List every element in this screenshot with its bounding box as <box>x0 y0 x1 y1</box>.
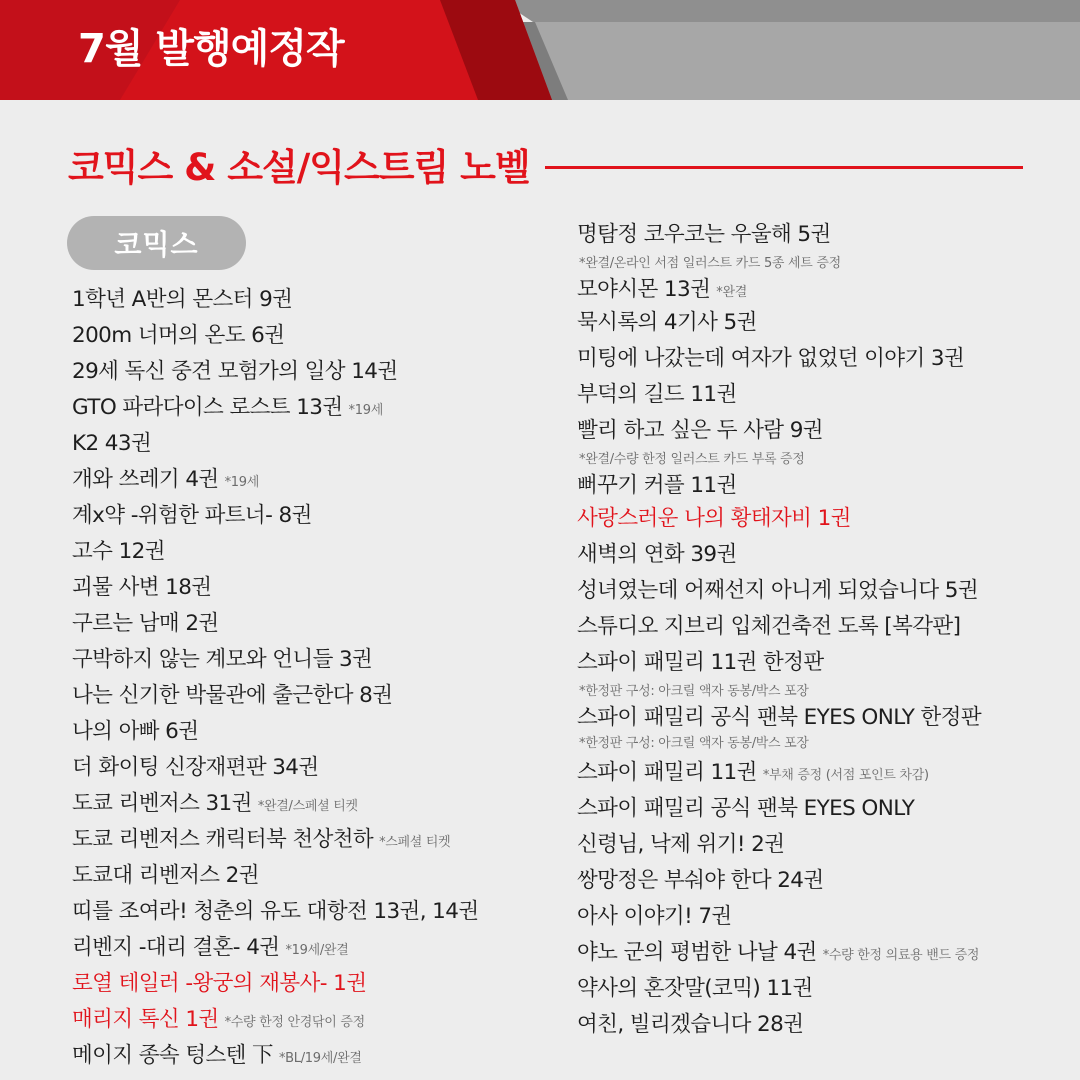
banner-gray <box>510 22 1080 100</box>
banner-gray-dark <box>500 0 1080 22</box>
book-title: 뻐꾸기 커플 11권 <box>577 473 737 498</box>
book-title: 약사의 혼잣말(코믹) 11권 <box>577 976 813 1001</box>
header-banner <box>0 0 1080 100</box>
book-title: 여친, 빌리겠습니다 28권 <box>577 1012 804 1037</box>
book-title: 성녀였는데 어째선지 아니게 되었습니다 5권 <box>577 578 979 603</box>
book-list-item <box>72 354 542 390</box>
book-title: GTO 파라다이스 로스트 13권 <box>72 395 343 420</box>
book-title: 메이지 종속 텅스텐 下 <box>72 1043 273 1068</box>
book-list-item <box>577 863 1057 899</box>
book-list-item <box>72 642 542 678</box>
book-list-item <box>577 217 1057 253</box>
book-list-item <box>577 609 1057 645</box>
book-list-item <box>72 1038 542 1074</box>
book-title: 스튜디오 지브리 입체건축전 도록 [복각판] <box>577 614 961 639</box>
book-list-item <box>72 678 542 714</box>
right-book-list <box>577 217 1057 1043</box>
book-list-item <box>577 755 1057 791</box>
book-title: 부덕의 길드 11권 <box>577 382 737 407</box>
book-list-item <box>72 426 542 462</box>
book-note: *수량 한정 의료용 밴드 증정 <box>822 948 980 963</box>
book-subnote: *한정판 구성: 아크릴 액자 동봉/박스 포장 <box>579 684 809 699</box>
book-subnote: *완결/온라인 서점 일러스트 카드 5종 세트 증정 <box>579 256 841 271</box>
book-list-item <box>72 822 542 858</box>
book-list-item <box>577 935 1057 971</box>
book-title: 명탐정 코우코는 우울해 5권 <box>577 222 831 247</box>
page-title: 7월 발행예정작 <box>78 26 344 72</box>
book-note: *부채 증정 (서점 포인트 차감) <box>762 768 929 783</box>
book-title: 29세 독신 중견 모험가의 일상 14권 <box>72 359 398 384</box>
book-title: 아사 이야기! 7권 <box>577 904 732 929</box>
book-title: 계x약 -위험한 파트너- 8권 <box>72 503 312 528</box>
book-title: 더 화이팅 신장재편판 34권 <box>72 755 319 780</box>
book-title: 나의 아빠 6권 <box>72 719 199 744</box>
book-list-item <box>72 966 542 1002</box>
book-title: 매리지 톡신 1권 <box>72 1007 219 1032</box>
book-list-item <box>72 390 542 426</box>
book-title: 1학년 A반의 몬스터 9권 <box>72 287 293 312</box>
book-title: 구박하지 않는 계모와 언니들 3권 <box>72 647 373 672</box>
book-note: *완결/스페셜 티켓 <box>257 799 358 814</box>
book-title: 도쿄대 리벤저스 2권 <box>72 863 259 888</box>
book-title: 미팅에 나갔는데 여자가 없었던 이야기 3권 <box>577 346 965 371</box>
book-title: 모야시몬 13권 <box>577 277 711 302</box>
left-book-list <box>72 282 542 1074</box>
book-title: 개와 쓰레기 4권 <box>72 467 219 492</box>
book-title: 200m 너머의 온도 6권 <box>72 323 285 348</box>
book-list-item <box>577 471 1057 501</box>
book-title: 도쿄 리벤저스 31권 <box>72 791 252 816</box>
book-list-item <box>72 750 542 786</box>
book-title: 사랑스러운 나의 황태자비 1권 <box>577 506 851 531</box>
book-subnote: *완결/수량 한정 일러스트 카드 부록 증정 <box>579 452 805 467</box>
book-title: K2 43권 <box>72 431 152 456</box>
book-list-item <box>72 786 542 822</box>
book-title: 신령님, 낙제 위기! 2권 <box>577 832 785 857</box>
book-title: 새벽의 연화 39권 <box>577 542 737 567</box>
book-list-item <box>72 930 542 966</box>
book-subnote: *한정판 구성: 아크릴 액자 동봉/박스 포장 <box>579 736 809 751</box>
book-list-item <box>577 501 1057 537</box>
book-note: *완결 <box>716 285 747 300</box>
category-pill-comics: 코믹스 <box>67 216 246 270</box>
book-list-item <box>577 1007 1057 1043</box>
book-title: 구르는 남매 2권 <box>72 611 219 636</box>
book-list-item <box>577 971 1057 1007</box>
book-note: *19세 <box>348 403 383 418</box>
book-list-item <box>72 534 542 570</box>
book-title: 야노 군의 평범한 나날 4권 <box>577 940 817 965</box>
book-list-item <box>72 498 542 534</box>
book-list-item <box>577 275 1057 305</box>
book-list-item <box>72 1002 542 1038</box>
book-list-item <box>72 282 542 318</box>
book-title: 스파이 패밀리 11권 <box>577 760 757 785</box>
book-list-item <box>577 305 1057 341</box>
book-list-item <box>72 570 542 606</box>
book-list-item <box>577 413 1057 449</box>
book-list-item <box>577 377 1057 413</box>
book-title: 스파이 패밀리 11권 한정판 <box>577 650 824 675</box>
book-title: 묵시록의 4기사 5권 <box>577 310 757 335</box>
book-title: 스파이 패밀리 공식 팬북 EYES ONLY <box>577 796 915 821</box>
book-title: 리벤지 -대리 결혼- 4권 <box>72 935 280 960</box>
book-note: *BL/19세/완결 <box>278 1051 362 1066</box>
book-list-item <box>577 899 1057 935</box>
section-divider <box>545 166 1023 169</box>
book-list-item <box>72 462 542 498</box>
book-list-item <box>577 703 1057 733</box>
book-list-item <box>72 606 542 642</box>
book-title: 괴물 사변 18권 <box>72 575 212 600</box>
book-title: 고수 12권 <box>72 539 165 564</box>
book-title: 나는 신기한 박물관에 출근한다 8권 <box>72 683 393 708</box>
book-title: 띠를 조여라! 청춘의 유도 대항전 13권, 14권 <box>72 899 479 924</box>
book-list-item <box>577 341 1057 377</box>
book-title: 스파이 패밀리 공식 팬북 EYES ONLY 한정판 <box>577 705 982 730</box>
book-list-item <box>72 858 542 894</box>
book-title: 로열 테일러 -왕궁의 재봉사- 1권 <box>72 971 367 996</box>
book-title: 쌍망정은 부숴야 한다 24권 <box>577 868 824 893</box>
book-list-item <box>72 894 542 930</box>
book-list-item <box>577 827 1057 863</box>
book-title: 도쿄 리벤저스 캐릭터북 천상천하 <box>72 827 374 852</box>
book-note: *수량 한정 안경닦이 증정 <box>224 1015 365 1030</box>
book-note: *19세/완결 <box>285 943 349 958</box>
book-list-item <box>577 791 1057 827</box>
book-list-item <box>577 537 1057 573</box>
book-note: *19세 <box>224 475 259 490</box>
book-list-item <box>72 714 542 750</box>
book-note: *스페셜 티켓 <box>379 835 451 850</box>
book-list-item <box>577 573 1057 609</box>
book-list-item <box>72 318 542 354</box>
book-list-item <box>577 645 1057 681</box>
book-title: 빨리 하고 싶은 두 사람 9권 <box>577 418 823 443</box>
section-title: 코믹스 & 소설/익스트림 노벨 <box>68 146 530 189</box>
